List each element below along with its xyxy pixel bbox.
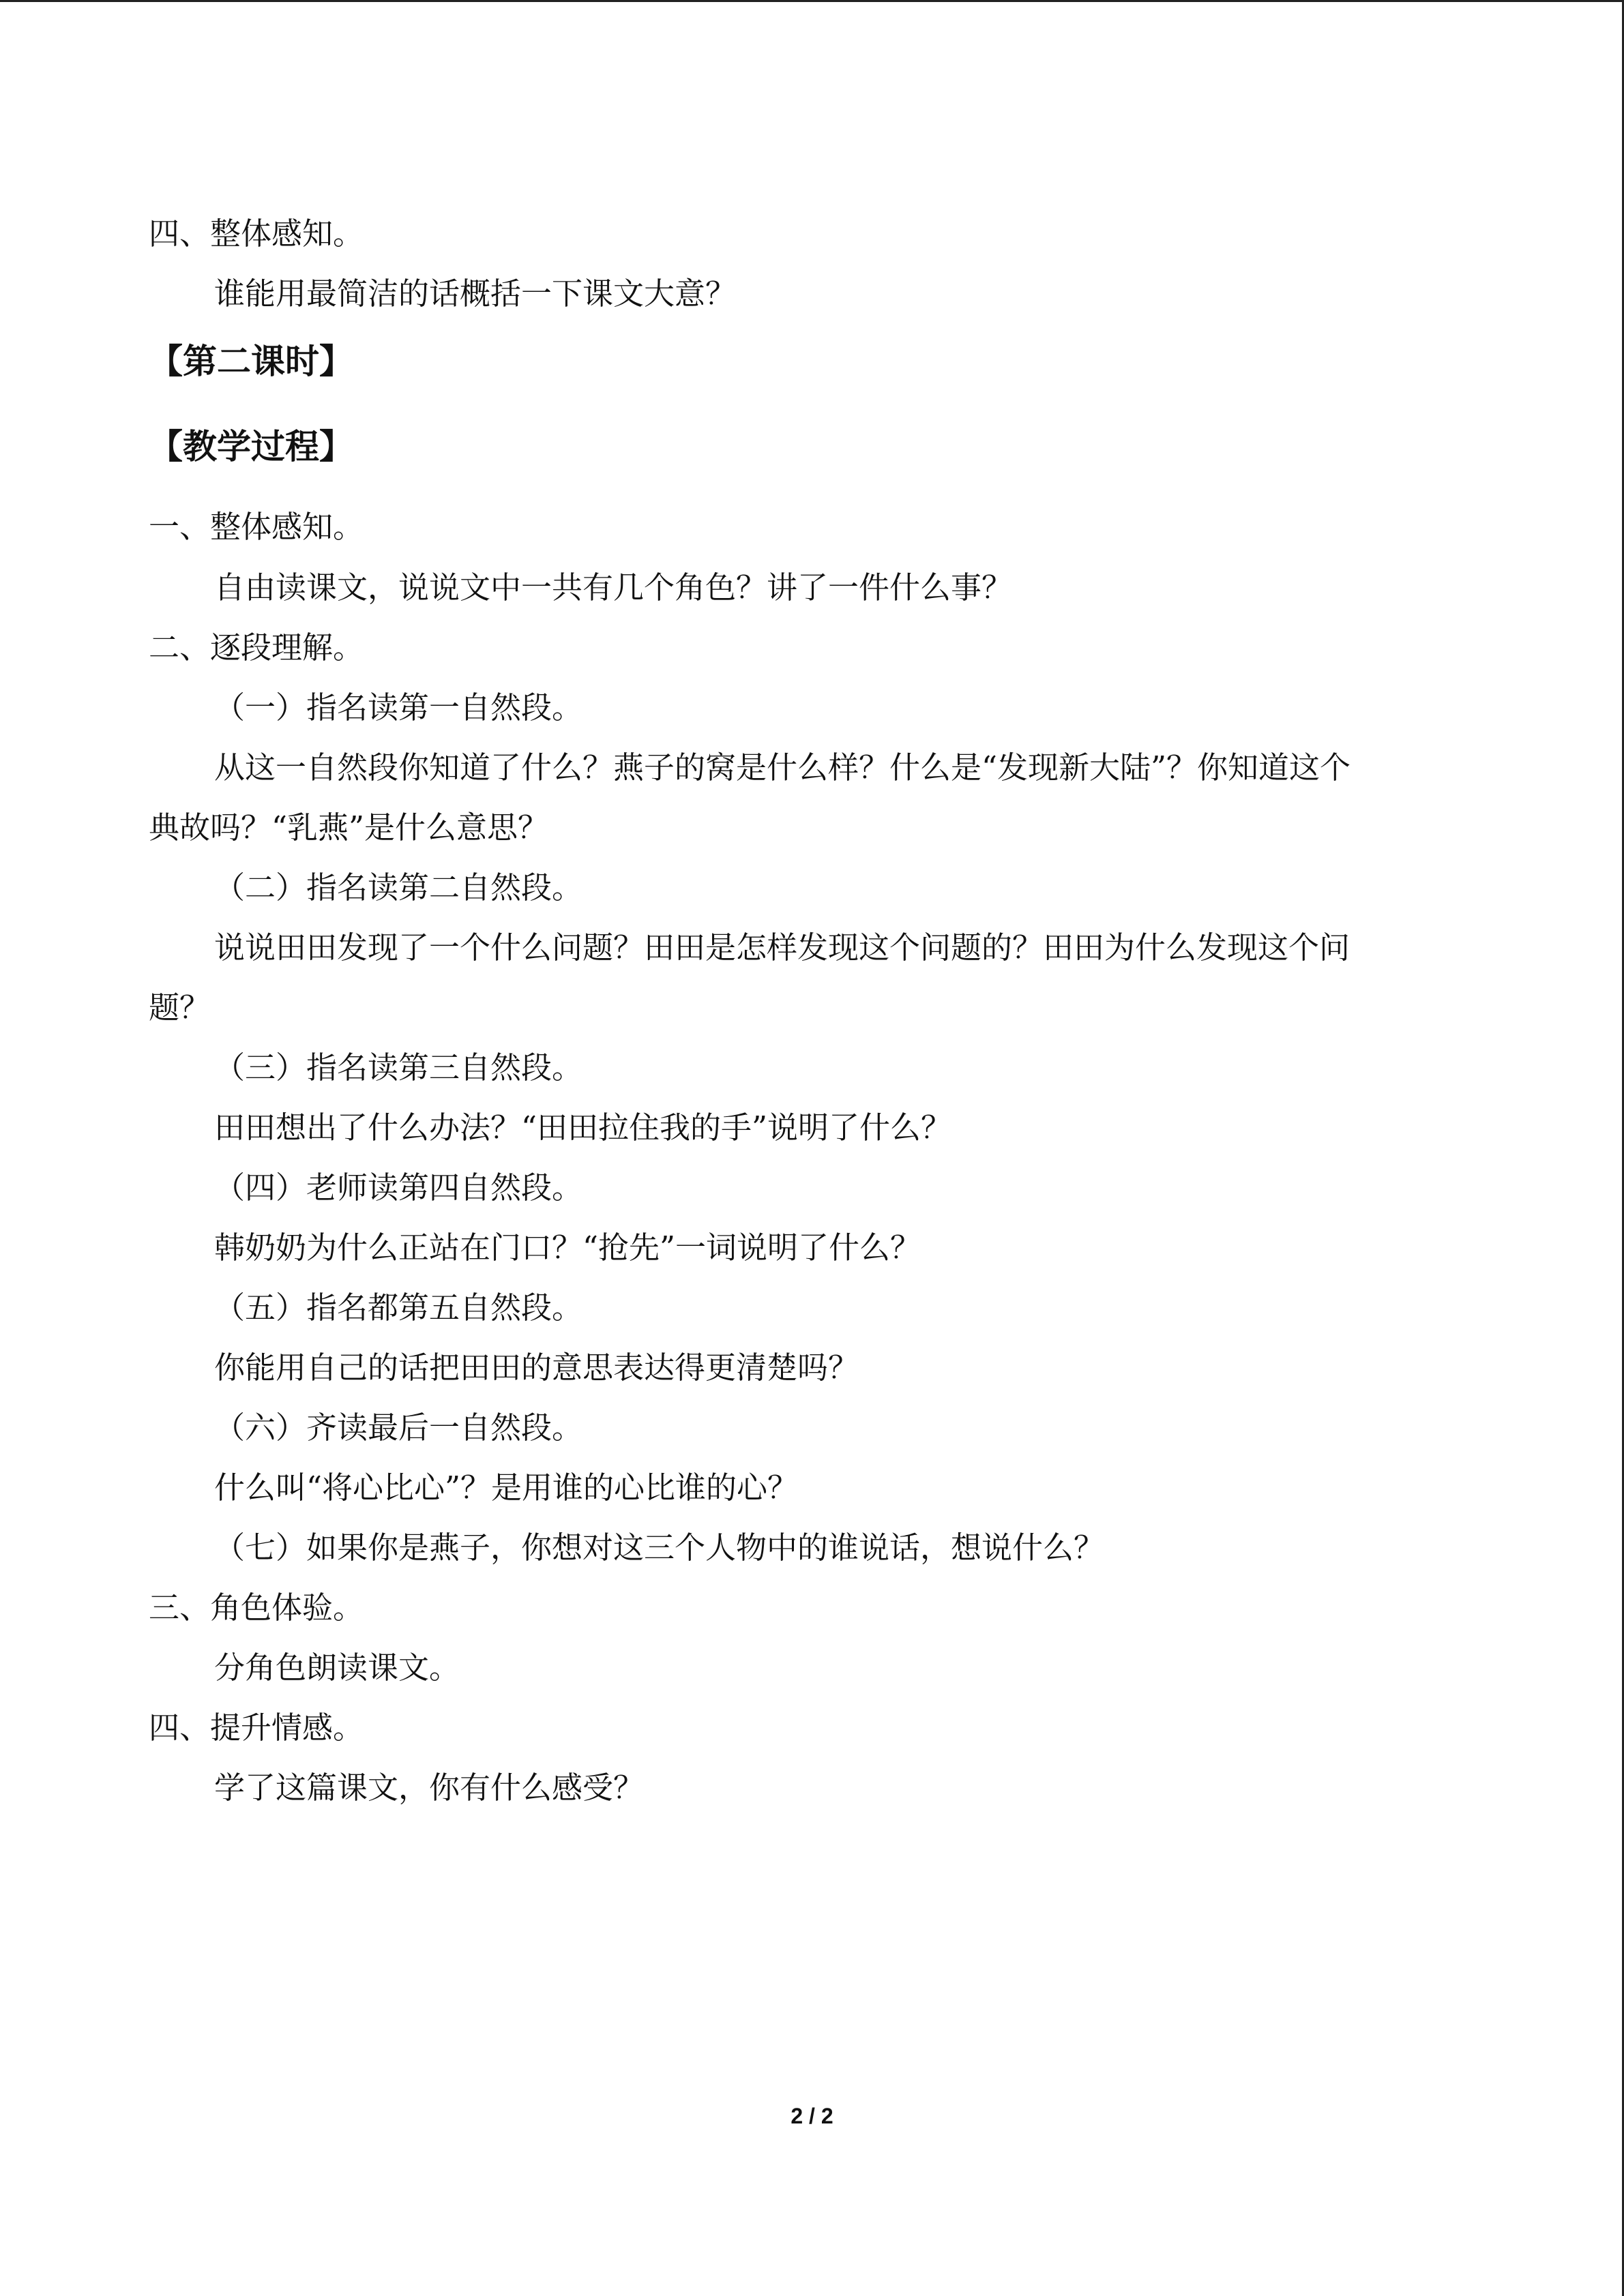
paragraph-body: 韩奶奶为什么正站在门口？“抢先”一词说明了什么？ bbox=[214, 1229, 921, 1266]
section-body: 学了这篇课文，你有什么感受？ bbox=[214, 1770, 645, 1806]
section-title: 三、角色体验。 bbox=[149, 1590, 364, 1626]
paragraph-title: （七）如果你是燕子，你想对这三个人物中的谁说话，想说什么？ bbox=[214, 1530, 1105, 1566]
page-number: 2 / 2 bbox=[791, 2104, 833, 2128]
paragraph-title: （四）老师读第四自然段。 bbox=[214, 1169, 583, 1206]
paragraph-title: （一）指名读第一自然段。 bbox=[214, 689, 583, 726]
paragraph-body: 什么叫“将心比心”？是用谁的心比谁的心？ bbox=[214, 1470, 799, 1506]
heading-second-period: 【第二课时】 bbox=[149, 342, 353, 381]
paragraph-body: 你能用自己的话把田田的意思表达得更清楚吗？ bbox=[214, 1350, 859, 1386]
section-body: 谁能用最简洁的话概括一下课文大意？ bbox=[214, 275, 737, 312]
section-title: 四、整体感知。 bbox=[149, 215, 364, 252]
paragraph-title: （二）指名读第二自然段。 bbox=[214, 869, 583, 906]
page-border-top bbox=[0, 0, 1624, 2]
paragraph-title: （五）指名都第五自然段。 bbox=[214, 1289, 583, 1326]
section-title: 二、逐段理解。 bbox=[149, 629, 364, 666]
paragraph-body: 从这一自然段你知道了什么？燕子的窝是什么样？什么是“发现新大陆”？你知道这个 bbox=[214, 749, 1351, 786]
paragraph-body-continued: 典故吗？“乳燕”是什么意思？ bbox=[149, 809, 549, 846]
heading-teaching-process: 【教学过程】 bbox=[149, 427, 353, 466]
paragraph-title: （六）齐读最后一自然段。 bbox=[214, 1410, 583, 1446]
section-body: 自由读课文，说说文中一共有几个角色？讲了一件什么事？ bbox=[214, 569, 1013, 606]
section-title: 一、整体感知。 bbox=[149, 509, 364, 545]
section-title: 四、提升情感。 bbox=[149, 1710, 364, 1746]
paragraph-body-continued: 题？ bbox=[149, 989, 211, 1026]
section-body: 分角色朗读课文。 bbox=[214, 1650, 460, 1686]
paragraph-body: 说说田田发现了一个什么问题？田田是怎样发现这个问题的？田田为什么发现这个问 bbox=[214, 929, 1350, 966]
paragraph-title: （三）指名读第三自然段。 bbox=[214, 1049, 583, 1086]
paragraph-body: 田田想出了什么办法？“田田拉住我的手”说明了什么？ bbox=[214, 1109, 952, 1146]
